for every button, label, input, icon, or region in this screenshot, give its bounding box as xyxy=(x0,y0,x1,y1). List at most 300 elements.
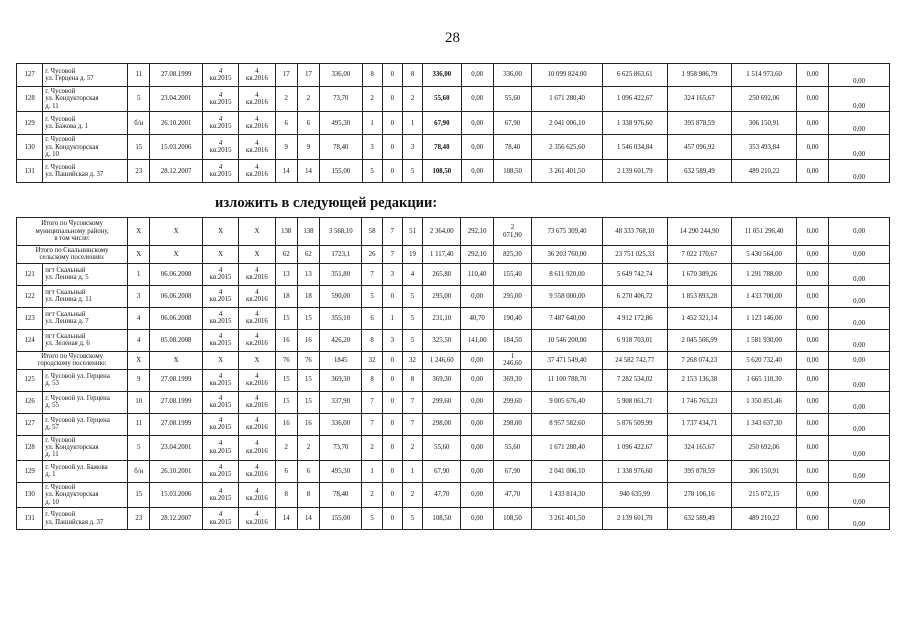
cell-a1: 108,50 xyxy=(423,508,461,530)
cell-date: 26.10.2001 xyxy=(150,460,203,482)
cell-area: 3 568,10 xyxy=(320,218,362,246)
cell-label: Итого по Чусовскому городскому поселению: xyxy=(17,351,128,369)
cell-a2: 0,00 xyxy=(461,508,493,530)
cell-s5: 0,00 xyxy=(796,329,828,351)
cell-addr: пгт Скальный ул. Ленина д. 5 xyxy=(43,263,128,285)
cell-q1: 4 кв.2015 xyxy=(202,307,238,329)
cell-a1: 1 117,40 xyxy=(423,246,461,264)
cell-s3: 632 589,49 xyxy=(667,160,732,183)
cell-a3: 825,30 xyxy=(493,246,531,264)
cell-a2: 0,00 xyxy=(461,482,493,507)
cell-s5: 0,00 xyxy=(796,246,828,264)
cell-s2: 1 338 976,60 xyxy=(602,460,667,482)
cell-p2: 3 xyxy=(382,329,402,351)
cell-a3: 190,40 xyxy=(493,307,531,329)
cell-s1: 3 261 401,50 xyxy=(532,160,603,183)
cell-date: 06.06.2008 xyxy=(150,263,203,285)
cell-p3: 5 xyxy=(402,329,422,351)
cell-p3: 3 xyxy=(402,135,422,160)
cell-s4: 1 514 973,60 xyxy=(732,64,797,87)
cell-p1: 5 xyxy=(362,285,382,307)
cell-q2: 4 кв.2016 xyxy=(239,482,275,507)
cell-p3: 51 xyxy=(402,218,422,246)
cell-date: 27.08.1999 xyxy=(150,64,203,87)
cell-p2: 0 xyxy=(382,87,402,112)
cell-s1: 2 356 625,60 xyxy=(532,135,603,160)
cell-s1: 7 487 640,00 xyxy=(532,307,603,329)
cell-c2: 14 xyxy=(297,160,319,183)
cell-area: 1845 xyxy=(320,351,362,369)
cell-addr: г. Чусовой ул. Кондукторская д. 10 xyxy=(43,135,128,160)
cell-no: 129 xyxy=(17,112,43,135)
cell-p1: 26 xyxy=(362,246,382,264)
cell-x2: Х xyxy=(150,246,203,264)
cell-a2: 0,00 xyxy=(461,351,493,369)
cell-q1: 4 кв.2015 xyxy=(202,87,238,112)
cell-area: 1723,1 xyxy=(320,246,362,264)
cell-c1: 6 xyxy=(275,460,297,482)
cell-p3: 5 xyxy=(402,285,422,307)
cell-a3: 78,40 xyxy=(493,135,531,160)
cell-p3: 5 xyxy=(402,160,422,183)
cell-p2: 0 xyxy=(382,351,402,369)
cell-s1: 73 675 309,40 xyxy=(532,218,603,246)
cell-no: 127 xyxy=(17,413,43,435)
cell-area: 351,80 xyxy=(320,263,362,285)
cell-c2: 18 xyxy=(297,285,319,307)
cell-a1: 55,60 xyxy=(423,435,461,460)
cell-p1: 1 xyxy=(362,460,382,482)
cell-p1: 5 xyxy=(362,508,382,530)
cell-p3: 2 xyxy=(402,435,422,460)
total-row xyxy=(17,218,890,246)
cell-s5: 0,00 xyxy=(796,160,828,183)
cell-p2: 0 xyxy=(382,285,402,307)
cell-c1: 76 xyxy=(275,351,297,369)
cell-s5: 0,00 xyxy=(796,307,828,329)
cell-p1: 8 xyxy=(362,64,382,87)
table-row xyxy=(17,285,890,307)
cell-c1: 6 xyxy=(275,112,297,135)
cell-area: 78,40 xyxy=(320,482,362,507)
cell-no: 121 xyxy=(17,263,43,285)
cell-a1: 78,40 xyxy=(423,135,461,160)
cell-s2: 7 282 534,02 xyxy=(602,369,667,391)
cell-s6: 0,00 xyxy=(829,263,890,285)
cell-p2: 0 xyxy=(382,482,402,507)
cell-p2: 0 xyxy=(382,64,402,87)
cell-s5: 0,00 xyxy=(796,263,828,285)
table-row xyxy=(17,435,890,460)
cell-s2: 1 338 976,60 xyxy=(602,112,667,135)
cell-s6: 0,00 xyxy=(829,482,890,507)
cell-c2: 16 xyxy=(297,413,319,435)
cell-s3: 1 452 321,14 xyxy=(667,307,732,329)
cell-p2: 0 xyxy=(382,435,402,460)
cell-a1: 295,00 xyxy=(423,285,461,307)
cell-num: 4 xyxy=(128,329,150,351)
cell-a2: 292,10 xyxy=(461,246,493,264)
cell-a2: 0,00 xyxy=(461,112,493,135)
table-row xyxy=(17,413,890,435)
cell-c1: 8 xyxy=(275,482,297,507)
cell-s3: 2 045 566,99 xyxy=(667,329,732,351)
cell-x3: Х xyxy=(202,246,238,264)
cell-c2: 2 xyxy=(297,435,319,460)
cell-s1: 2 041 006,10 xyxy=(532,112,603,135)
cell-s3: 2 153 136,38 xyxy=(667,369,732,391)
cell-s5: 0,00 xyxy=(796,482,828,507)
cell-q2: 4 кв.2016 xyxy=(239,460,275,482)
cell-num: 4 xyxy=(128,307,150,329)
cell-c2: 16 xyxy=(297,329,319,351)
cell-q2: 4 кв.2016 xyxy=(239,263,275,285)
cell-addr: г. Чусовой ул. Кондукторская д. 11 xyxy=(43,435,128,460)
table-row xyxy=(17,369,890,391)
cell-p3: 19 xyxy=(402,246,422,264)
cell-addr: пгт Скальный ул. Зеленая д. 6 xyxy=(43,329,128,351)
cell-p2: 7 xyxy=(382,218,402,246)
cell-p1: 7 xyxy=(362,391,382,413)
cell-addr: г. Чусовой ул. Бажова д. 1 xyxy=(43,112,128,135)
cell-a3: 55,60 xyxy=(493,87,531,112)
table-row xyxy=(17,508,890,530)
cell-s1: 36 203 760,00 xyxy=(532,246,603,264)
cell-p1: 8 xyxy=(362,369,382,391)
cell-p3: 2 xyxy=(402,482,422,507)
cell-p3: 8 xyxy=(402,369,422,391)
cell-a2: 0,00 xyxy=(461,460,493,482)
cell-label: Итого по Скальнинскому сельскому поселению: xyxy=(17,246,128,264)
cell-s6: 0,00 xyxy=(829,508,890,530)
cell-s2: 2 139 601,79 xyxy=(602,160,667,183)
cell-num: 5 xyxy=(128,435,150,460)
cell-date: 27.08.1999 xyxy=(150,413,203,435)
cell-num: 11 xyxy=(128,64,150,87)
cell-no: 130 xyxy=(17,482,43,507)
cell-s1: 1 671 280,40 xyxy=(532,435,603,460)
cell-s6: 0,00 xyxy=(829,369,890,391)
cell-addr: пгт Скальный ул. Ленина д. 11 xyxy=(43,285,128,307)
cell-a1: 47,70 xyxy=(423,482,461,507)
cell-num: б/н xyxy=(128,112,150,135)
cell-s4: 250 692,06 xyxy=(732,435,797,460)
cell-area: 495,30 xyxy=(320,112,362,135)
cell-s5: 0,00 xyxy=(796,435,828,460)
cell-c1: 138 xyxy=(275,218,297,246)
cell-s4: 489 210,22 xyxy=(732,160,797,183)
cell-area: 78,40 xyxy=(320,135,362,160)
cell-date: 15.03.2006 xyxy=(150,482,203,507)
cell-a1: 67,90 xyxy=(423,112,461,135)
cell-q2: 4 кв.2016 xyxy=(239,329,275,351)
cell-s4: 353 493,84 xyxy=(732,135,797,160)
cell-s2: 5 908 061,71 xyxy=(602,391,667,413)
cell-s1: 8 611 920,00 xyxy=(532,263,603,285)
cell-c2: 9 xyxy=(297,135,319,160)
cell-s5: 0,00 xyxy=(796,218,828,246)
cell-s4: 1 433 700,00 xyxy=(732,285,797,307)
cell-a3: 369,30 xyxy=(493,369,531,391)
cell-q1: 4 кв.2015 xyxy=(202,391,238,413)
cell-s3: 1 670 389,26 xyxy=(667,263,732,285)
cell-s2: 6 270 406,72 xyxy=(602,285,667,307)
cell-s5: 0,00 xyxy=(796,351,828,369)
top-table xyxy=(16,63,890,183)
cell-s5: 0,00 xyxy=(796,285,828,307)
cell-q1: 4 кв.2015 xyxy=(202,369,238,391)
cell-p3: 1 xyxy=(402,112,422,135)
cell-a2: 292,10 xyxy=(461,218,493,246)
cell-a1: 2 364,00 xyxy=(423,218,461,246)
cell-date: 06.06.2008 xyxy=(150,307,203,329)
cell-c2: 15 xyxy=(297,369,319,391)
cell-s6: 0,00 xyxy=(829,307,890,329)
total-row xyxy=(17,351,890,369)
cell-a2: 0,00 xyxy=(461,285,493,307)
cell-s4: 1 350 851,46 xyxy=(732,391,797,413)
cell-c1: 15 xyxy=(275,391,297,413)
cell-s4: 1 343 637,30 xyxy=(732,413,797,435)
cell-s4: 250 692,06 xyxy=(732,87,797,112)
cell-date: 23.04.2001 xyxy=(150,87,203,112)
cell-s1: 2 041 006,10 xyxy=(532,460,603,482)
cell-s2: 1 546 034,84 xyxy=(602,135,667,160)
cell-s3: 7 022 170,67 xyxy=(667,246,732,264)
cell-q2: 4 кв.2016 xyxy=(239,413,275,435)
cell-c2: 14 xyxy=(297,508,319,530)
cell-a1: 55,60 xyxy=(423,87,461,112)
cell-a1: 325,50 xyxy=(423,329,461,351)
cell-addr: г. Чусовой ул. Пашийская д. 37 xyxy=(43,160,128,183)
cell-s2: 5 876 509,99 xyxy=(602,413,667,435)
cell-c1: 16 xyxy=(275,413,297,435)
cell-s2: 4 912 172,86 xyxy=(602,307,667,329)
total-row xyxy=(17,246,890,264)
cell-s4: 1 581 930,00 xyxy=(732,329,797,351)
cell-s3: 324 165,67 xyxy=(667,435,732,460)
cell-p1: 1 xyxy=(362,112,382,135)
cell-date: 26.10.2001 xyxy=(150,112,203,135)
cell-area: 355,10 xyxy=(320,307,362,329)
cell-a3: 2 071,90 xyxy=(493,218,531,246)
cell-date: 23.04.2001 xyxy=(150,435,203,460)
cell-no: 124 xyxy=(17,329,43,351)
cell-s6: 0,00 xyxy=(829,460,890,482)
cell-p2: 7 xyxy=(382,246,402,264)
cell-a1: 1 246,60 xyxy=(423,351,461,369)
cell-s3: 278 106,16 xyxy=(667,482,732,507)
cell-c2: 15 xyxy=(297,391,319,413)
cell-no: 125 xyxy=(17,369,43,391)
cell-s2: 1 096 422,67 xyxy=(602,87,667,112)
cell-s6: 0,00 xyxy=(829,218,890,246)
table-row xyxy=(17,329,890,351)
cell-s1: 3 261 401,50 xyxy=(532,508,603,530)
cell-date: 15.03.2006 xyxy=(150,135,203,160)
cell-num: 9 xyxy=(128,369,150,391)
table-row xyxy=(17,482,890,507)
cell-c2: 6 xyxy=(297,460,319,482)
cell-date: 28.12.2007 xyxy=(150,508,203,530)
cell-a3: 1 246,60 xyxy=(493,351,531,369)
cell-a2: 0,00 xyxy=(461,160,493,183)
cell-s4: 306 150,91 xyxy=(732,460,797,482)
cell-c2: 17 xyxy=(297,64,319,87)
cell-a1: 265,80 xyxy=(423,263,461,285)
cell-x1: Х xyxy=(128,351,150,369)
cell-s6: 0,00 xyxy=(829,246,890,264)
cell-a3: 155,40 xyxy=(493,263,531,285)
cell-s4: 1 665 118,30 xyxy=(732,369,797,391)
cell-s6: 0,00 xyxy=(829,351,890,369)
cell-x4: Х xyxy=(239,351,275,369)
cell-a3: 184,50 xyxy=(493,329,531,351)
cell-q2: 4 кв.2016 xyxy=(239,391,275,413)
cell-s2: 48 333 768,10 xyxy=(602,218,667,246)
cell-p3: 8 xyxy=(402,64,422,87)
cell-area: 426,20 xyxy=(320,329,362,351)
cell-p2: 0 xyxy=(382,391,402,413)
cell-s1: 1 433 814,30 xyxy=(532,482,603,507)
cell-s3: 1 746 763,23 xyxy=(667,391,732,413)
cell-s2: 6 918 703,01 xyxy=(602,329,667,351)
cell-p1: 2 xyxy=(362,482,382,507)
cell-date: 05.08.2008 xyxy=(150,329,203,351)
cell-p3: 5 xyxy=(402,307,422,329)
cell-s3: 1 853 893,28 xyxy=(667,285,732,307)
cell-addr: г. Чусовой ул. Герцена д. 53 xyxy=(43,369,128,391)
cell-s6: 0,00 xyxy=(829,435,890,460)
cell-s6: 0,00 xyxy=(829,64,890,87)
cell-p3: 1 xyxy=(402,460,422,482)
cell-s4: 5 620 732,40 xyxy=(732,351,797,369)
cell-a3: 295,00 xyxy=(493,285,531,307)
cell-p1: 5 xyxy=(362,160,382,183)
cell-a1: 298,00 xyxy=(423,413,461,435)
cell-s3: 7 268 074,23 xyxy=(667,351,732,369)
cell-p1: 8 xyxy=(362,329,382,351)
cell-s3: 324 165,67 xyxy=(667,87,732,112)
cell-p2: 0 xyxy=(382,112,402,135)
cell-s5: 0,00 xyxy=(796,135,828,160)
cell-s3: 1 737 434,71 xyxy=(667,413,732,435)
cell-p1: 58 xyxy=(362,218,382,246)
section-heading: изложить в следующей редакции: xyxy=(215,195,438,211)
cell-addr: г. Чусовой ул. Кондукторская д. 10 xyxy=(43,482,128,507)
cell-a3: 67,90 xyxy=(493,460,531,482)
cell-a1: 299,60 xyxy=(423,391,461,413)
cell-s4: 5 430 564,00 xyxy=(732,246,797,264)
cell-p1: 3 xyxy=(362,135,382,160)
cell-a2: 110,40 xyxy=(461,263,493,285)
table-row xyxy=(17,160,890,183)
cell-a3: 298,00 xyxy=(493,413,531,435)
cell-a1: 369,30 xyxy=(423,369,461,391)
cell-p3: 5 xyxy=(402,508,422,530)
cell-c1: 16 xyxy=(275,329,297,351)
cell-num: 3 xyxy=(128,285,150,307)
cell-s1: 9 558 000,00 xyxy=(532,285,603,307)
cell-p3: 7 xyxy=(402,391,422,413)
cell-x3: Х xyxy=(202,218,238,246)
cell-area: 73,70 xyxy=(320,435,362,460)
cell-c2: 15 xyxy=(297,307,319,329)
cell-s2: 940 635,99 xyxy=(602,482,667,507)
cell-p2: 0 xyxy=(382,160,402,183)
cell-q1: 4 кв.2015 xyxy=(202,135,238,160)
cell-q2: 4 кв.2016 xyxy=(239,435,275,460)
cell-a1: 231,10 xyxy=(423,307,461,329)
cell-no: 128 xyxy=(17,435,43,460)
cell-a1: 108,50 xyxy=(423,160,461,183)
cell-s6: 0,00 xyxy=(829,413,890,435)
cell-p2: 0 xyxy=(382,460,402,482)
cell-c1: 17 xyxy=(275,64,297,87)
cell-addr: г. Чусовой ул. Герцена д. 57 xyxy=(43,413,128,435)
cell-s2: 2 139 601,79 xyxy=(602,508,667,530)
cell-num: б/н xyxy=(128,460,150,482)
cell-no: 123 xyxy=(17,307,43,329)
cell-p3: 32 xyxy=(402,351,422,369)
cell-c2: 8 xyxy=(297,482,319,507)
cell-s1: 1 671 280,40 xyxy=(532,87,603,112)
cell-s2: 1 096 422,67 xyxy=(602,435,667,460)
cell-num: 23 xyxy=(128,508,150,530)
cell-addr: г. Чусовой ул. Бажова д. 1 xyxy=(43,460,128,482)
bottom-table xyxy=(16,217,890,530)
cell-a2: 0,00 xyxy=(461,435,493,460)
cell-addr: г. Чусовой ул. Кондукторская д. 11 xyxy=(43,87,128,112)
cell-addr: г. Чусовой ул. Герцена д. 55 xyxy=(43,391,128,413)
cell-x1: Х xyxy=(128,246,150,264)
cell-p2: 1 xyxy=(382,307,402,329)
cell-c2: 76 xyxy=(297,351,319,369)
cell-p2: 0 xyxy=(382,508,402,530)
cell-p1: 2 xyxy=(362,435,382,460)
cell-no: 127 xyxy=(17,64,43,87)
cell-q2: 4 кв.2016 xyxy=(239,369,275,391)
table-row xyxy=(17,391,890,413)
cell-a2: 0,00 xyxy=(461,135,493,160)
cell-p2: 0 xyxy=(382,413,402,435)
cell-s5: 0,00 xyxy=(796,508,828,530)
cell-area: 337,90 xyxy=(320,391,362,413)
cell-p3: 4 xyxy=(402,263,422,285)
table-row xyxy=(17,87,890,112)
cell-q2: 4 кв.2016 xyxy=(239,285,275,307)
cell-s6: 0,00 xyxy=(829,112,890,135)
cell-c1: 62 xyxy=(275,246,297,264)
cell-s1: 11 100 788,70 xyxy=(532,369,603,391)
cell-q1: 4 кв.2015 xyxy=(202,112,238,135)
cell-addr: пгт Скальный ул. Ленина д. 7 xyxy=(43,307,128,329)
cell-area: 369,30 xyxy=(320,369,362,391)
cell-date: 06.06.2008 xyxy=(150,285,203,307)
cell-date: 27.08.1999 xyxy=(150,391,203,413)
cell-s2: 24 582 742,77 xyxy=(602,351,667,369)
cell-a2: 0,00 xyxy=(461,413,493,435)
cell-label: Итого по Чусовскому муниципальному району, в том числе: xyxy=(17,218,128,246)
cell-no: 131 xyxy=(17,508,43,530)
cell-q1: 4 кв.2015 xyxy=(202,482,238,507)
cell-q2: 4 кв.2016 xyxy=(239,135,275,160)
cell-c1: 15 xyxy=(275,369,297,391)
cell-c1: 18 xyxy=(275,285,297,307)
cell-num: 10 xyxy=(128,391,150,413)
cell-a3: 108,50 xyxy=(493,160,531,183)
cell-num: 11 xyxy=(128,413,150,435)
